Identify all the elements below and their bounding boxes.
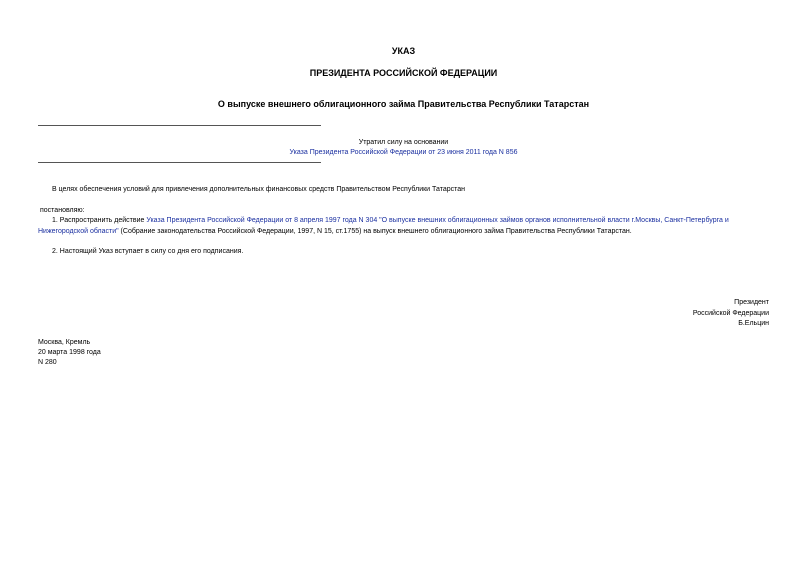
- divider-top: [38, 125, 321, 126]
- decree-304-link[interactable]: Указа Президента Российской Федерации от 8 апреля 1997 года N 304 "О выпуске внешних облигационных займов органов исполнительной власти г.Москвы, Санкт-Петербурга и Нижегородской области": [38, 217, 729, 235]
- doc-type-heading: УКАЗ: [391, 46, 416, 56]
- resolve-paragraph: постановляю:: [40, 207, 85, 214]
- signature-name: Б.Ельцин: [738, 320, 769, 327]
- divider-bottom: [38, 162, 321, 163]
- status-note: Утратил силу на основании: [358, 139, 449, 146]
- footer-date: 20 марта 1998 года: [38, 349, 101, 356]
- signature-title: Президент: [734, 299, 769, 306]
- item-1-paragraph: [38, 216, 769, 237]
- doc-title: О выпуске внешнего облигационного займа Правительства Республики Татарстан: [217, 99, 590, 109]
- footer-number: N 280: [38, 359, 57, 366]
- signature-org: Российской Федерации: [692, 310, 769, 317]
- preamble-paragraph: В целях обеспечения условий для привлечения дополнительных финансовых средств Правительством Республики Татарстан: [52, 186, 466, 193]
- status-link[interactable]: Указа Президента Российской Федерации от 23 июня 2011 года N 856: [289, 149, 518, 156]
- item-1-start: 1. Распространить действие: [52, 217, 147, 224]
- issuer-heading: ПРЕЗИДЕНТА РОССИЙСКОЙ ФЕДЕРАЦИИ: [309, 68, 498, 78]
- item-1-end: (Собрание законодательства Российской Федерации, 1997, N 15, ст.1755) на выпуск внешнего облигационного займа Правительства Республики Татарстан.: [118, 227, 632, 235]
- item-2-paragraph: 2. Настоящий Указ вступает в силу со дня его подписания.: [52, 248, 244, 255]
- footer-place: Москва, Кремль: [38, 339, 91, 346]
